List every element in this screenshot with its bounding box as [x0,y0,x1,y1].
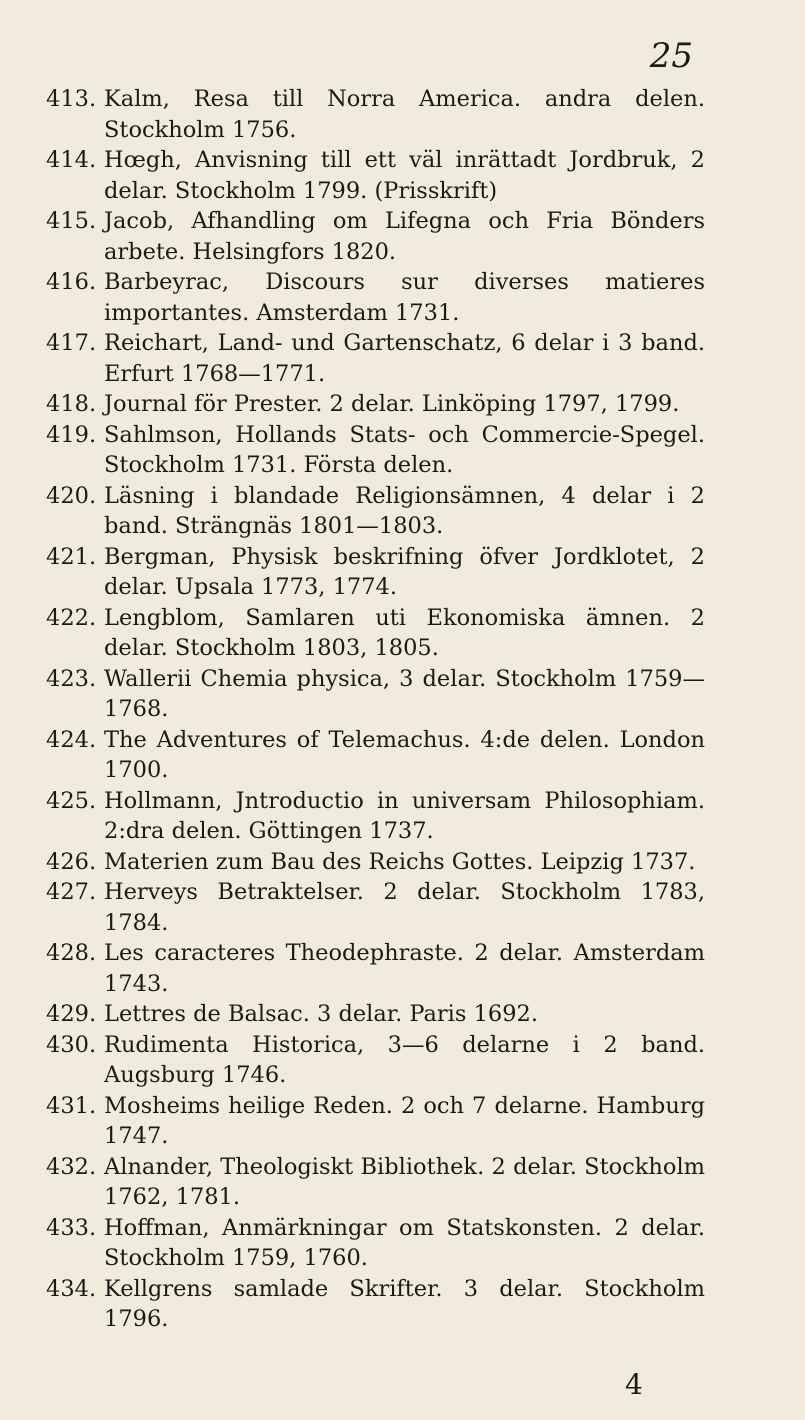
catalog-entry [46,725,705,786]
catalog-entry [46,664,705,725]
catalog-entry [46,542,705,603]
catalog-entry [46,1152,705,1213]
entry-number: 426. [46,848,97,875]
entry-text: Jacob, Afhandling om Lifegna och Fria Bönders arbete. Helsingfors 1820. [104,208,705,265]
entry-number: 414. [46,147,97,173]
entry-text: Hollmann, Jntroductio in universam Philosophiam. 2:dra delen. Göttingen 1737. [104,787,705,844]
entry-text: The Adventures of Telemachus. 4:de delen. London 1700. [104,726,705,783]
entry-text: Sahlmson, Hollands Stats- och Commercie-Spegel. Stockholm 1731. Första delen. [104,421,705,478]
catalog-entry [46,1213,705,1274]
entry-text: Reichart, Land- und Gartenschatz, 6 delar i 3 band. Erfurt 1768—1771. [104,330,705,387]
catalog-entry [46,786,705,847]
entry-number: 418. [46,391,97,417]
entry-number: 417. [46,330,97,356]
catalog-entry [46,84,705,145]
catalog-entry [46,999,705,1030]
catalog-entry [46,603,705,664]
entry-text: Wallerii Chemia physica, 3 delar. Stockholm 1759—1768. [104,665,705,722]
entry-text: Barbeyrac, Discours sur diverses matieres importantes. Amsterdam 1731. [104,269,705,326]
entry-text: Materien zum Bau des Reichs Gottes. Leipzig 1737. [104,848,696,875]
signature-mark: 4 [625,1368,643,1401]
entry-number: 430. [46,1031,97,1058]
entry-number: 433. [46,1214,97,1241]
catalog-entry [46,847,705,878]
entry-number: 419. [46,421,97,448]
catalog-entry [46,420,705,481]
entry-number: 434. [46,1275,97,1302]
entry-number: 413. [46,86,97,112]
entry-number: 429. [46,1001,97,1027]
entry-text: Hœgh, Anvisning till ett väl inrättadt Jordbruk, 2 delar. Stockholm 1799. (Prisskrift) [104,147,705,204]
entry-text: Rudimenta Historica, 3—6 delarne i 2 band. Augsburg 1746. [104,1031,705,1088]
entry-text: Kalm, Resa till Norra America. andra delen. Stockholm 1756. [104,86,705,143]
entry-number: 428. [46,940,97,966]
entry-text: Herveys Betraktelser. 2 delar. Stockholm 1783, 1784. [104,879,705,936]
entry-number: 425. [46,787,97,814]
entry-number: 422. [46,604,97,631]
entry-text: Alnander, Theologiskt Bibliothek. 2 delar. Stockholm 1762, 1781. [104,1153,705,1210]
entry-number: 431. [46,1092,97,1119]
catalog-entry [46,877,705,938]
page-number: 25 [649,36,693,76]
entry-number: 420. [46,482,97,509]
entry-text: Les caracteres Theodephraste. 2 delar. Amsterdam 1743. [104,940,705,997]
entry-text: Kellgrens samlade Skrifter. 3 delar. Stockholm 1796. [104,1275,705,1332]
catalog-entries [46,84,705,1335]
entry-number: 415. [46,208,97,234]
entry-text: Lettres de Balsac. 3 delar. Paris 1692. [104,1001,538,1027]
entry-text: Journal för Prester. 2 delar. Linköping 1797, 1799. [104,391,680,417]
entry-number: 423. [46,665,97,692]
entry-number: 421. [46,543,97,570]
catalog-entry [46,145,705,206]
entry-number: 427. [46,879,97,905]
catalog-entry [46,389,705,420]
catalog-entry [46,938,705,999]
entry-text: Lengblom, Samlaren uti Ekonomiska ämnen. 2 delar. Stockholm 1803, 1805. [104,604,705,661]
catalog-entry [46,328,705,389]
entry-text: Mosheims heilige Reden. 2 och 7 delarne. Hamburg 1747. [104,1092,705,1149]
catalog-entry [46,206,705,267]
entry-text: Läsning i blandade Religionsämnen, 4 delar i 2 band. Strängnäs 1801—1803. [104,482,705,539]
entry-number: 416. [46,269,97,295]
catalog-entry [46,267,705,328]
entry-text: Hoffman, Anmärkningar om Statskonsten. 2 delar. Stockholm 1759, 1760. [104,1214,705,1271]
catalog-entry [46,481,705,542]
catalog-entry [46,1274,705,1335]
catalog-entry [46,1030,705,1091]
entry-number: 432. [46,1153,97,1180]
entry-text: Bergman, Physisk beskrifning öfver Jordklotet, 2 delar. Upsala 1773, 1774. [104,543,705,600]
entry-number: 424. [46,726,97,753]
catalog-entry [46,1091,705,1152]
